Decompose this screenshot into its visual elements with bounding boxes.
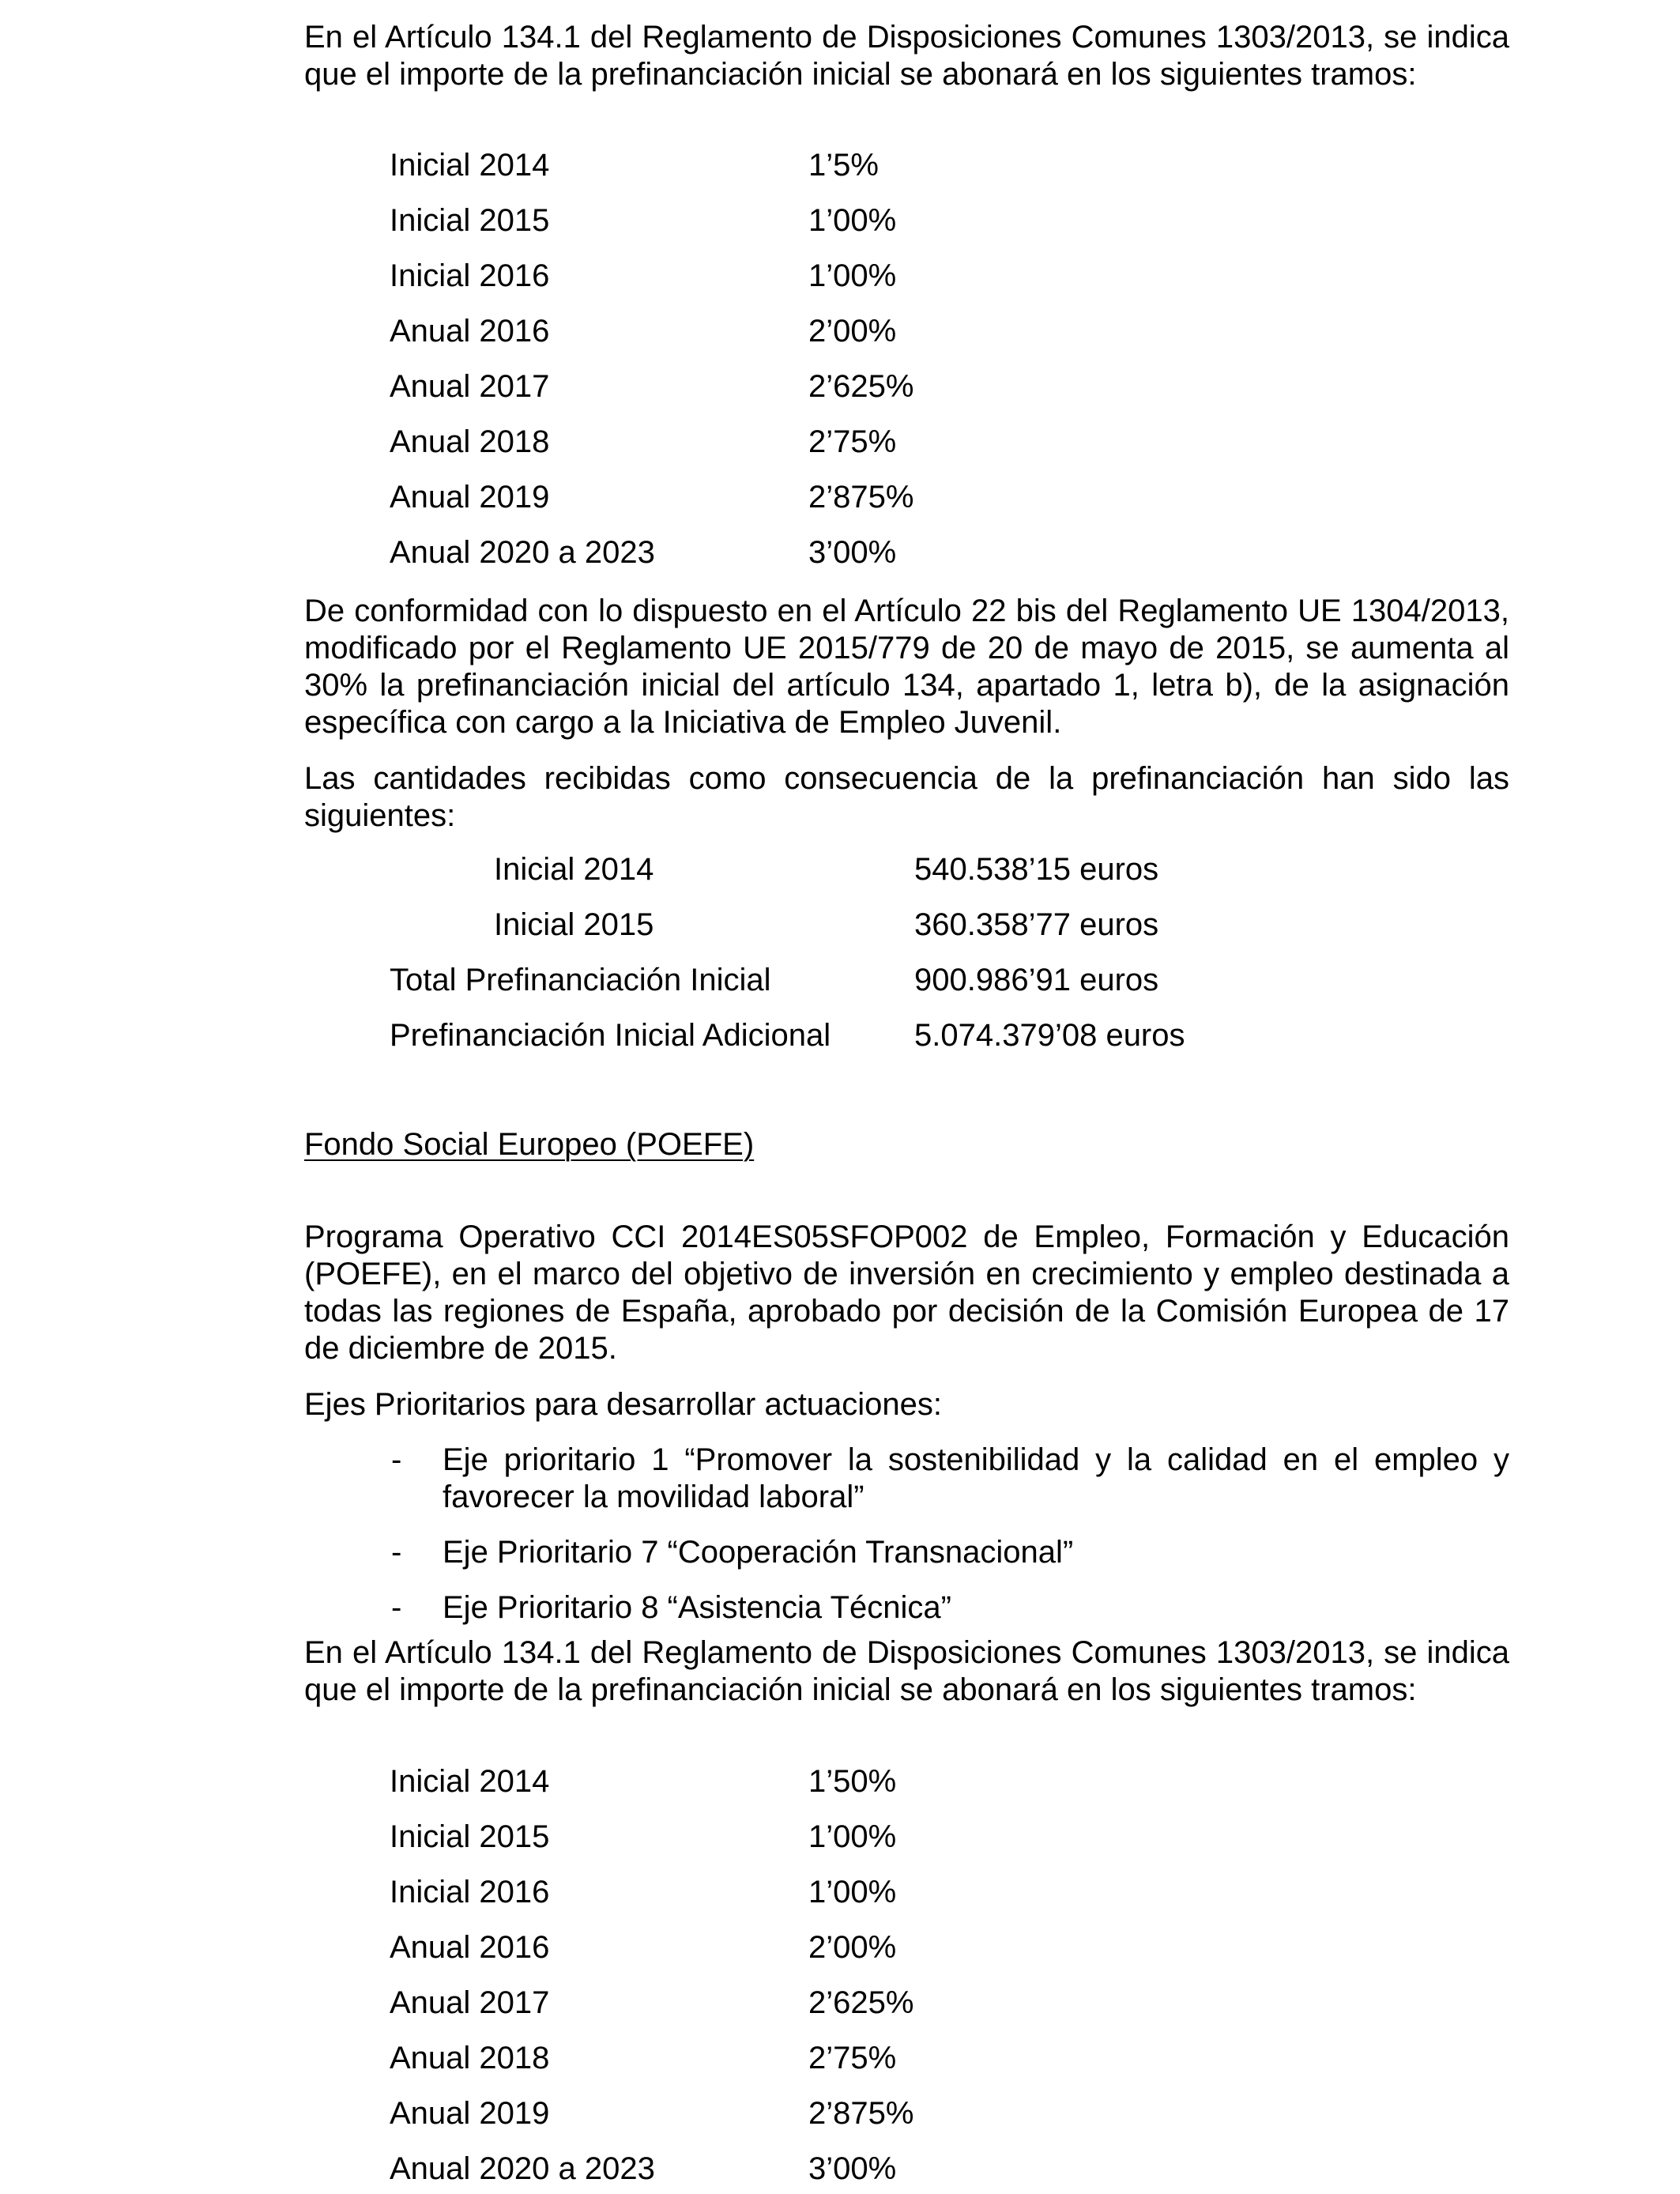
tramo-label: Anual 2018	[390, 2041, 550, 2075]
section-heading-poefe: Fondo Social Europeo (POEFE)	[304, 1127, 755, 1162]
cantidad-value: 5.074.379’08 euros	[914, 1018, 1185, 1053]
tramo-label: Anual 2017	[390, 1985, 550, 2020]
tramo-label: Anual 2017	[390, 369, 550, 404]
tramo-value: 1’50%	[808, 1764, 897, 1799]
cantidad-label: Inicial 2015	[494, 907, 654, 942]
list-item: Eje prioritario 1 “Promover la sostenibilidad y la calidad en el empleo y favorecer la movilidad laboral”	[443, 1442, 1509, 1514]
tramo-value: 3’00%	[808, 535, 897, 570]
bullet-marker: -	[391, 1590, 402, 1625]
tramo-value: 2’875%	[808, 480, 914, 515]
tramo-value: 2’75%	[808, 2041, 897, 2075]
paragraph-article-134: En el Artículo 134.1 del Reglamento de Disposiciones Comunes 1303/2013, se indica que el importe de la prefinanciación inicial se abonará en los siguientes tramos:	[304, 20, 1509, 92]
paragraph-article-134-repeat: En el Artículo 134.1 del Reglamento de Disposiciones Comunes 1303/2013, se indica que el importe de la prefinanciación inicial se abonará en los siguientes tramos:	[304, 1635, 1509, 1707]
tramo-value: 2’875%	[808, 2096, 914, 2131]
tramo-label: Inicial 2015	[390, 203, 550, 238]
tramo-value: 3’00%	[808, 2151, 897, 2186]
tramo-label: Anual 2019	[390, 480, 550, 515]
tramo-label: Inicial 2016	[390, 1875, 550, 1909]
tramo-label: Anual 2018	[390, 424, 550, 459]
cantidad-value: 900.986’91 euros	[914, 963, 1159, 997]
tramo-label: Inicial 2016	[390, 258, 550, 293]
tramo-value: 1’00%	[808, 1875, 897, 1909]
cantidad-label: Prefinanciación Inicial Adicional	[390, 1018, 831, 1053]
tramo-value: 2’625%	[808, 369, 914, 404]
tramo-value: 2’00%	[808, 314, 897, 349]
bullet-marker: -	[391, 1535, 402, 1570]
list-item: Eje Prioritario 7 “Cooperación Transnacional”	[443, 1535, 1074, 1570]
tramo-label: Anual 2016	[390, 314, 550, 349]
cantidad-label: Inicial 2014	[494, 852, 654, 887]
tramo-label: Anual 2020 a 2023	[390, 535, 655, 570]
paragraph-ejes-prioritarios: Ejes Prioritarios para desarrollar actuaciones:	[304, 1387, 943, 1422]
tramo-label: Inicial 2014	[390, 148, 550, 183]
tramo-value: 1’00%	[808, 203, 897, 238]
tramo-label: Inicial 2014	[390, 1764, 550, 1799]
tramo-label: Inicial 2015	[390, 1819, 550, 1854]
paragraph-cantidades-recibidas: Las cantidades recibidas como consecuencia de la prefinanciación han sido las siguientes:	[304, 761, 1509, 833]
tramo-value: 1’00%	[808, 1819, 897, 1854]
tramo-label: Anual 2016	[390, 1930, 550, 1965]
tramo-label: Anual 2020 a 2023	[390, 2151, 655, 2186]
paragraph-programa-operativo: Programa Operativo CCI 2014ES05SFOP002 de Empleo, Formación y Educación (POEFE), en el marco del objetivo de inversión en crecimiento y empleo destinada a todas las regiones de España, aprobado por decisión de la Comisión Europea de 17 de diciembre de 2015.	[304, 1220, 1509, 1366]
cantidad-label: Total Prefinanciación Inicial	[390, 963, 771, 997]
cantidad-value: 540.538’15 euros	[914, 852, 1159, 887]
list-item: Eje Prioritario 8 “Asistencia Técnica”	[443, 1590, 951, 1625]
tramo-value: 1’00%	[808, 258, 897, 293]
tramo-value: 1’5%	[808, 148, 879, 183]
cantidad-value: 360.358’77 euros	[914, 907, 1159, 942]
paragraph-reglamento-1304: De conformidad con lo dispuesto en el Artículo 22 bis del Reglamento UE 1304/2013, modificado por el Reglamento UE 2015/779 de 20 de mayo de 2015, se aumenta al 30% la prefinanciación inicial del artículo 134, apartado 1, letra b), de la asignación específica con cargo a la Iniciativa de Empleo Juvenil.	[304, 594, 1509, 740]
tramo-label: Anual 2019	[390, 2096, 550, 2131]
bullet-marker: -	[391, 1442, 402, 1477]
tramo-value: 2’00%	[808, 1930, 897, 1965]
tramo-value: 2’75%	[808, 424, 897, 459]
tramo-value: 2’625%	[808, 1985, 914, 2020]
